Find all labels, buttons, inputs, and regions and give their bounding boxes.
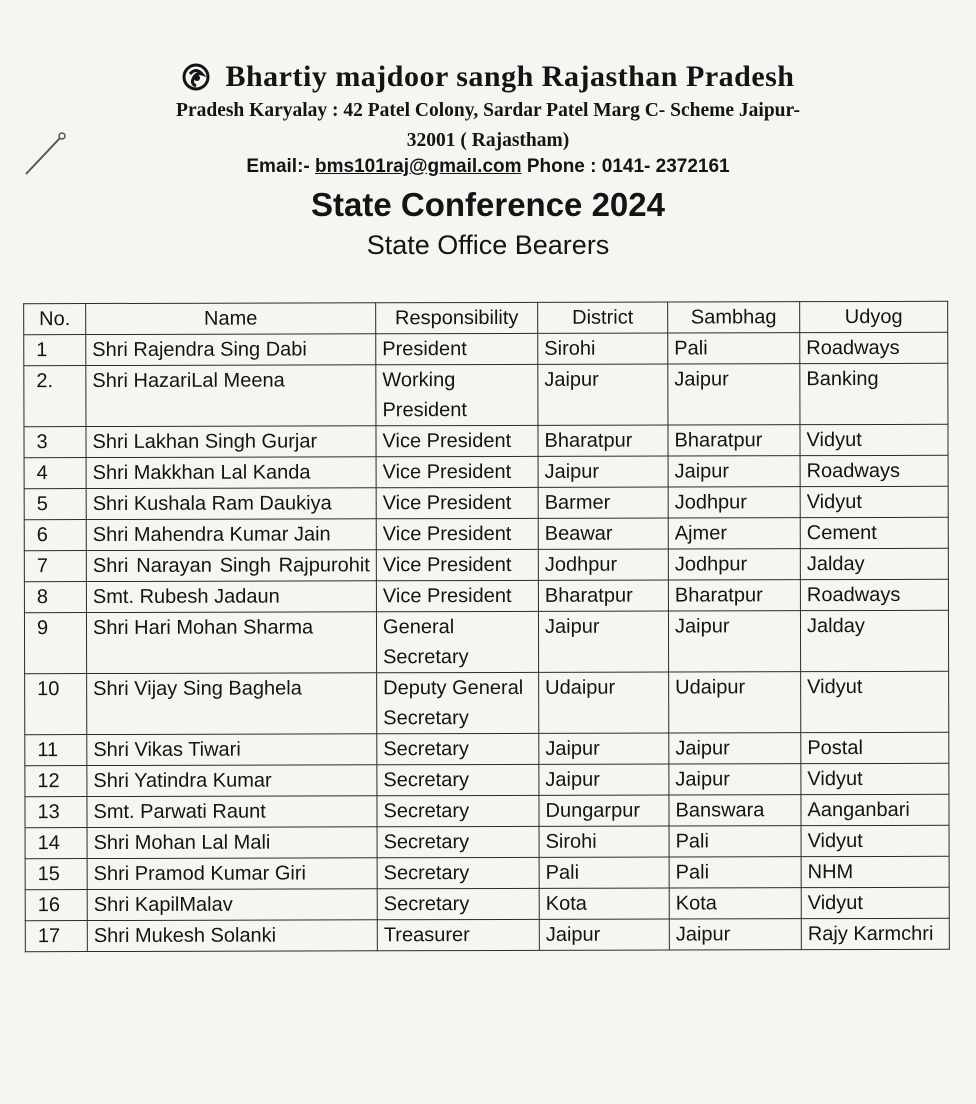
cell-sambhag: Banswara	[669, 795, 801, 826]
cell-no: 7	[24, 551, 86, 582]
cell-sambhag: Bharatpur	[668, 580, 800, 611]
cell-name: Shri Mohan Lal Mali	[87, 827, 377, 859]
cell-responsibility: Secretary	[377, 857, 539, 888]
cell-udyog: Cement	[800, 517, 948, 548]
cell-responsibility: Secretary	[377, 733, 539, 764]
cell-udyog: Postal	[801, 732, 949, 763]
table-header-row	[24, 301, 948, 334]
table-row	[24, 332, 948, 365]
phone: Phone : 0141- 2372161	[526, 156, 730, 177]
cell-name: Shri Narayan Singh Rajpurohit	[86, 550, 376, 582]
cell-responsibility: Vice President	[376, 580, 538, 611]
cell-sambhag: Jaipur	[668, 611, 800, 672]
cell-district: Jaipur	[539, 919, 669, 950]
cell-sambhag: Pali	[668, 333, 800, 364]
cell-sambhag: Jaipur	[668, 456, 800, 487]
cell-responsibility: Vice President	[376, 487, 538, 518]
address-line-1: Pradesh Karyalay : 42 Patel Colony, Sardar Patel Marg C- Scheme Jaipur-	[176, 100, 800, 121]
cell-no: 1	[24, 335, 86, 366]
cell-responsibility: Secretary	[377, 826, 539, 857]
table-row	[24, 548, 948, 581]
cell-name: Shri Vijay Sing Baghela	[87, 673, 377, 735]
document-title: State Conference 2024	[311, 186, 665, 223]
table-row	[24, 610, 948, 673]
cell-no: 2.	[24, 366, 86, 427]
table-row	[24, 517, 948, 550]
cell-responsibility: Vice President	[376, 549, 538, 580]
cell-sambhag: Udaipur	[669, 672, 801, 733]
cell-sambhag: Pali	[669, 826, 801, 857]
contact-line	[0, 156, 976, 178]
org-line	[0, 60, 976, 94]
cell-sambhag: Pali	[669, 857, 801, 888]
cell-udyog: Jalday	[800, 610, 948, 671]
cell-no: 16	[25, 890, 87, 921]
header-no: No.	[24, 304, 86, 335]
cell-sambhag: Jaipur	[669, 764, 801, 795]
cell-sambhag: Bharatpur	[668, 425, 800, 456]
table-row	[25, 794, 949, 827]
cell-name: Shri Yatindra Kumar	[87, 765, 377, 797]
cell-district: Kota	[539, 888, 669, 919]
cell-sambhag: Jaipur	[668, 364, 800, 425]
header-udyog: Udyog	[800, 301, 948, 332]
cell-sambhag: Jaipur	[669, 919, 801, 950]
cell-sambhag: Ajmer	[668, 518, 800, 549]
cell-no: 4	[24, 458, 86, 489]
cell-district: Bharatpur	[538, 425, 668, 456]
cell-district: Dungarpur	[539, 795, 669, 826]
office-bearers-table	[23, 301, 950, 952]
table-row	[25, 856, 949, 889]
cell-sambhag: Kota	[669, 888, 801, 919]
header-name: Name	[86, 303, 376, 335]
cell-no: 14	[25, 828, 87, 859]
table-row	[24, 579, 948, 612]
address-line-2: 32001 ( Rajastham)	[406, 130, 570, 151]
email-link[interactable]: bms101raj@gmail.com	[315, 156, 522, 177]
cell-district: Jaipur	[539, 733, 669, 764]
cell-district: Sirohi	[539, 826, 669, 857]
cell-responsibility: Secretary	[377, 764, 539, 795]
table-row	[25, 918, 949, 951]
header-district: District	[538, 302, 668, 333]
cell-name: Shri Pramod Kumar Giri	[87, 858, 377, 890]
cell-udyog: Roadways	[800, 579, 948, 610]
cell-responsibility: Vice President	[376, 425, 538, 456]
cell-no: 17	[25, 921, 87, 952]
cell-responsibility: General Secretary	[376, 611, 538, 672]
cell-sambhag: Jaipur	[669, 733, 801, 764]
cell-name: Smt. Rubesh Jadaun	[86, 581, 376, 613]
table-row	[25, 825, 949, 858]
cell-district: Jodhpur	[538, 549, 668, 580]
cell-district: Jaipur	[538, 456, 668, 487]
cell-name: Shri Kushala Ram Daukiya	[86, 488, 376, 520]
cell-district: Jaipur	[538, 611, 668, 672]
cell-name: Shri Lakhan Singh Gurjar	[86, 426, 376, 458]
cell-responsibility: Vice President	[376, 456, 538, 487]
cell-udyog: Vidyut	[801, 887, 949, 918]
table-row	[25, 671, 949, 734]
cell-district: Sirohi	[538, 333, 668, 364]
cell-district: Jaipur	[538, 364, 668, 425]
letterhead	[0, 60, 976, 261]
header-sambhag: Sambhag	[668, 302, 800, 333]
cell-no: 11	[25, 735, 87, 766]
cell-udyog: Aanganbari	[801, 794, 949, 825]
cell-no: 15	[25, 859, 87, 890]
cell-udyog: Vidyut	[801, 763, 949, 794]
table-row	[25, 732, 949, 765]
cell-udyog: Jalday	[800, 548, 948, 579]
cell-udyog: Roadways	[800, 332, 948, 363]
cell-name: Shri Hari Mohan Sharma	[86, 612, 376, 674]
cell-no: 6	[24, 520, 86, 551]
table-row	[25, 887, 949, 920]
cell-no: 8	[24, 582, 86, 613]
cell-responsibility: Secretary	[377, 795, 539, 826]
cell-no: 10	[25, 674, 87, 735]
bms-logo-icon	[181, 62, 211, 92]
email-label: Email:-	[246, 156, 310, 177]
cell-district: Pali	[539, 857, 669, 888]
table-row	[24, 363, 948, 426]
cell-name: Shri Mahendra Kumar Jain	[86, 519, 376, 551]
cell-udyog: Vidyut	[801, 671, 949, 732]
cell-district: Beawar	[538, 518, 668, 549]
cell-no: 12	[25, 766, 87, 797]
cell-responsibility: President	[376, 333, 538, 364]
cell-name: Smt. Parwati Raunt	[87, 796, 377, 828]
cell-udyog: Vidyut	[801, 825, 949, 856]
cell-no: 9	[24, 613, 86, 674]
table-row	[24, 424, 948, 457]
cell-no: 13	[25, 797, 87, 828]
cell-udyog: NHM	[801, 856, 949, 887]
cell-responsibility: Vice President	[376, 518, 538, 549]
cell-district: Jaipur	[539, 764, 669, 795]
cell-udyog: Rajy Karmchri	[801, 918, 949, 949]
cell-no: 5	[24, 489, 86, 520]
cell-district: Udaipur	[539, 672, 669, 733]
table-row	[24, 455, 948, 488]
cell-udyog: Banking	[800, 363, 948, 424]
table-row	[24, 486, 948, 519]
org-name: Bhartiy majdoor sangh Rajasthan Pradesh	[225, 60, 795, 93]
cell-responsibility: Deputy General Secretary	[377, 672, 539, 733]
cell-responsibility: Secretary	[377, 888, 539, 919]
table-row	[25, 763, 949, 796]
cell-district: Barmer	[538, 487, 668, 518]
cell-name: Shri HazariLal Meena	[86, 365, 376, 427]
cell-responsibility: Working President	[376, 364, 538, 425]
cell-name: Shri KapilMalav	[87, 889, 377, 921]
cell-sambhag: Jodhpur	[668, 549, 800, 580]
cell-udyog: Vidyut	[800, 424, 948, 455]
cell-responsibility: Treasurer	[377, 919, 539, 950]
cell-name: Shri Vikas Tiwari	[87, 734, 377, 766]
cell-name: Shri Mukesh Solanki	[87, 920, 377, 952]
cell-name: Shri Makkhan Lal Kanda	[86, 457, 376, 489]
cell-no: 3	[24, 427, 86, 458]
pen-mark-icon	[22, 130, 68, 180]
header-responsibility: Responsibility	[376, 302, 538, 333]
document-subtitle: State Office Bearers	[366, 230, 610, 260]
cell-udyog: Vidyut	[800, 486, 948, 517]
cell-district: Bharatpur	[538, 580, 668, 611]
cell-sambhag: Jodhpur	[668, 487, 800, 518]
cell-name: Shri Rajendra Sing Dabi	[86, 334, 376, 366]
cell-udyog: Roadways	[800, 455, 948, 486]
